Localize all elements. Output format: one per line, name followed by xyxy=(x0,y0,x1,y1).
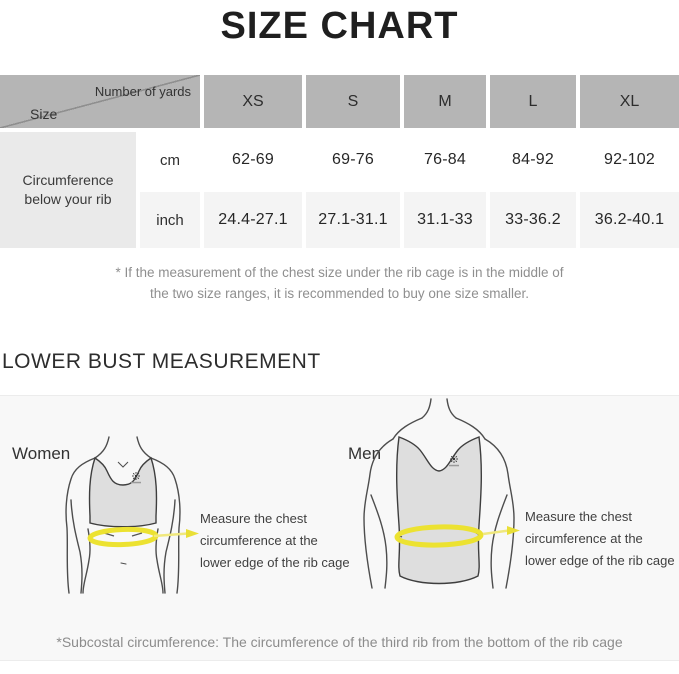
corner-label-size: Size xyxy=(30,106,58,122)
size-header-s: S xyxy=(306,75,400,128)
value-inch-xs: 24.4-27.1 xyxy=(204,192,302,248)
men-measure-annotation xyxy=(525,506,675,572)
value-cm-l: 84-92 xyxy=(490,132,576,188)
size-header-xs: XS xyxy=(204,75,302,128)
annotation-line: Measure the chest xyxy=(525,509,632,524)
measuring-tape-ellipse xyxy=(90,528,156,545)
rib-tick-marks xyxy=(104,533,142,536)
value-inch-l: 33-36.2 xyxy=(490,192,576,248)
value-cm-xl: 92-102 xyxy=(580,132,679,188)
value-cm-m: 76-84 xyxy=(404,132,486,188)
annotation-line: Measure the chest xyxy=(200,511,307,526)
annotation-line: lower edge of the rib cage xyxy=(200,555,350,570)
men-figure-illustration xyxy=(352,397,522,589)
size-table xyxy=(0,75,679,248)
collar-line xyxy=(118,462,128,467)
corner-label-number-of-yards: Number of yards xyxy=(94,84,191,99)
table-note-line1: * If the measurement of the chest size under the rib cage is in the middle of xyxy=(115,265,564,280)
measure-arrow-icon xyxy=(154,529,199,538)
women-label: Women xyxy=(12,444,71,463)
measurement-panel xyxy=(0,395,679,661)
size-header-m: M xyxy=(404,75,486,128)
value-inch-m: 31.1-33 xyxy=(404,192,486,248)
table-note-line2: the two size ranges, it is recommended to buy one size smaller. xyxy=(150,286,529,301)
size-header-l: L xyxy=(490,75,576,128)
value-cm-xs: 62-69 xyxy=(204,132,302,188)
annotation-line: circumference at the xyxy=(525,531,643,546)
page-title: SIZE CHART xyxy=(220,5,459,47)
row-label-circumference: Circumference below your rib xyxy=(0,132,136,248)
size-header-xl: XL xyxy=(580,75,679,128)
table-note xyxy=(0,262,679,304)
value-cm-s: 69-76 xyxy=(306,132,400,188)
annotation-line: lower edge of the rib cage xyxy=(525,553,675,568)
value-inch-xl: 36.2-40.1 xyxy=(580,192,679,248)
unit-cell-inch: inch xyxy=(140,192,200,248)
table-corner-cell xyxy=(0,75,200,128)
women-figure-illustration xyxy=(48,436,200,594)
subcostal-footnote: *Subcostal circumference: The circumference of the third rib from the bottom of the rib cage xyxy=(56,634,623,650)
section-heading: LOWER BUST MEASUREMENT xyxy=(2,350,321,373)
women-sports-bra xyxy=(90,458,157,527)
women-measure-annotation xyxy=(200,508,350,574)
annotation-line: circumference at the xyxy=(200,533,318,548)
value-inch-s: 27.1-31.1 xyxy=(306,192,400,248)
men-label: Men xyxy=(348,444,382,463)
men-tank-top xyxy=(397,437,482,584)
unit-cell-cm: cm xyxy=(140,132,200,188)
